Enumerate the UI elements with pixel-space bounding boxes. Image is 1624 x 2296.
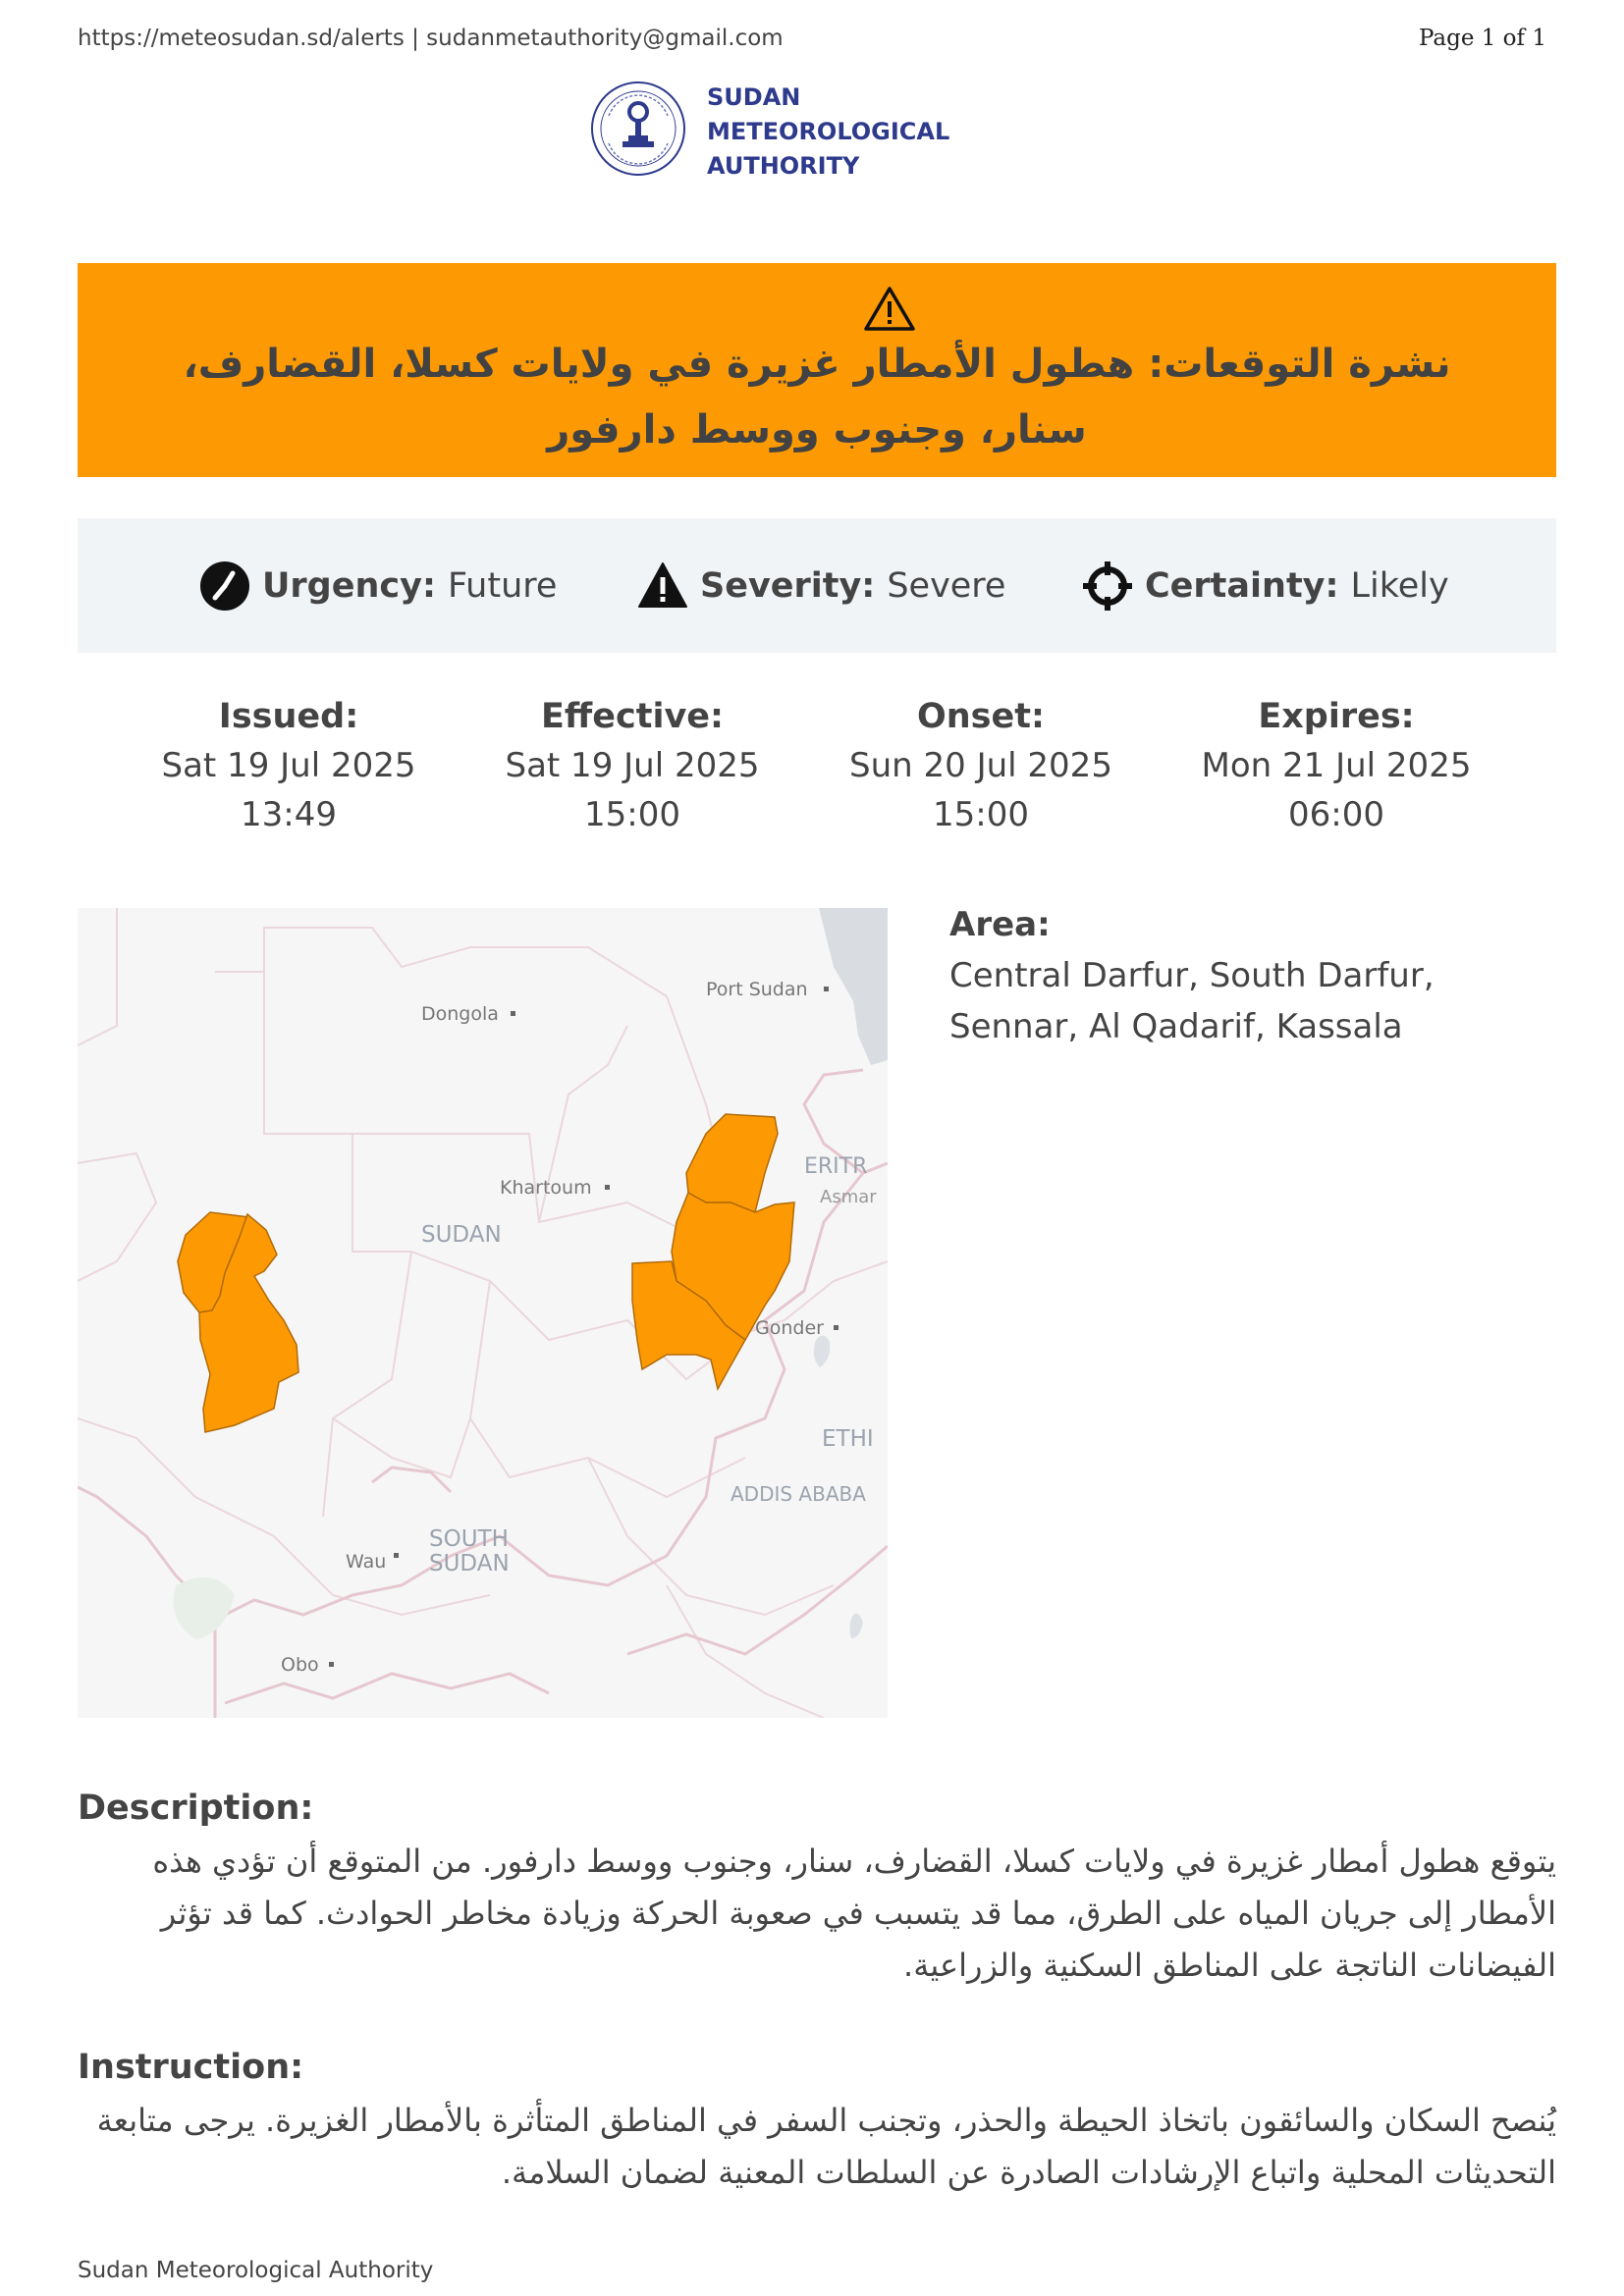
expires-day: Mon 21 Jul 2025	[1201, 746, 1472, 785]
expires-time: 06:00	[1288, 795, 1384, 834]
description-label: Description:	[78, 1789, 314, 1828]
cap-summary	[78, 518, 1556, 653]
onset-time: 15:00	[933, 795, 1029, 834]
label-south: SOUTH	[429, 1526, 509, 1552]
expires-label: Expires:	[1258, 697, 1415, 736]
certainty-label: Certainty:	[1145, 565, 1339, 606]
effective-day: Sat 19 Jul 2025	[505, 746, 760, 785]
warning-icon	[637, 561, 688, 612]
logo-line-3: AUTHORITY	[707, 152, 860, 180]
label-south-sudan: SUDAN	[429, 1551, 510, 1576]
label-addis: ADDIS ABABA	[731, 1482, 866, 1506]
label-port-sudan: Port Sudan	[706, 979, 808, 1000]
urgency-item	[199, 518, 557, 653]
severity-label: Severity:	[700, 565, 876, 606]
footer-text: Sudan Meteorological Authority	[78, 2258, 434, 2283]
label-sudan: SUDAN	[421, 1222, 502, 1248]
issued-time: 13:49	[241, 795, 337, 834]
issued-date	[117, 692, 460, 839]
alert-banner	[78, 263, 1556, 477]
alert-map[interactable]	[78, 908, 888, 1718]
label-dongola: Dongola	[421, 1003, 499, 1025]
area-label: Area:	[949, 905, 1051, 944]
label-obo: Obo	[281, 1654, 319, 1676]
clock-icon	[199, 561, 250, 612]
map-svg	[78, 908, 888, 1718]
logo-line-1: SUDAN	[707, 83, 801, 111]
alert-title: نشرة التوقعات: هطول الأمطار غزيرة في ولايات كسلا، القضارف، سنار، وجنوب ووسط دارفور	[183, 342, 1451, 453]
label-khartoum: Khartoum	[500, 1177, 592, 1199]
label-eritrea: ERITR	[804, 1154, 868, 1179]
page-number: Page 1 of 1	[1418, 26, 1546, 51]
instruction-text: يُنصح السكان والسائقون باتخاذ الحيطة والحذر، وتجنب السفر في المناطق المتأثرة بالأمطار الغزيرة. يرجى متابعة التحديثات المحلية واتباع الإرشادات الصادرة عن السلطات المعنية لضمان السلامة.	[96, 2102, 1556, 2191]
warning-triangle-icon	[863, 285, 916, 332]
alert-dates	[78, 692, 1556, 839]
effective-time: 15:00	[584, 795, 680, 834]
issued-day: Sat 19 Jul 2025	[161, 746, 416, 785]
urgency-label: Urgency:	[262, 565, 436, 606]
instruction-label: Instruction:	[78, 2048, 304, 2087]
certainty-value: Likely	[1350, 565, 1449, 606]
effective-date	[460, 692, 804, 839]
logo-line-2: METEOROLOGICAL	[707, 118, 950, 145]
label-gonder: Gonder	[755, 1317, 824, 1339]
severity-item	[637, 518, 1005, 653]
label-asmara: Asmar	[820, 1187, 877, 1207]
seal-icon	[589, 77, 687, 181]
label-ethiopia: ETHI	[822, 1426, 874, 1452]
description-text: يتوقع هطول أمطار غزيرة في ولايات كسلا، القضارف، سنار، وجنوب ووسط دارفور. من المتوقع أن تؤدي هذه الأمطار إلى جريان المياه على الطرق، مما قد يتسبب في صعوبة الحركة وزيادة مخاطر الحوادث. كما قد تؤثر الفيضانات الناتجة على المناطق السكنية والزراعية.	[152, 1842, 1556, 1984]
area-value: Central Darfur, South Darfur, Sennar, Al Qadarif, Kassala	[949, 956, 1435, 1046]
agency-logo	[589, 75, 950, 183]
effective-label: Effective:	[540, 697, 725, 736]
label-wau: Wau	[346, 1551, 387, 1573]
crosshair-icon	[1082, 561, 1133, 612]
expires-date	[1164, 692, 1508, 839]
onset-label: Onset:	[917, 697, 1045, 736]
severity-value: Severe	[887, 565, 1006, 606]
urgency-value: Future	[447, 565, 558, 606]
onset-date	[809, 692, 1153, 839]
certainty-item	[1082, 518, 1449, 653]
issued-label: Issued:	[218, 697, 359, 736]
header-source[interactable]: https://meteosudan.sd/alerts | sudanmetauthority@gmail.com	[78, 26, 784, 51]
onset-day: Sun 20 Jul 2025	[849, 746, 1112, 785]
